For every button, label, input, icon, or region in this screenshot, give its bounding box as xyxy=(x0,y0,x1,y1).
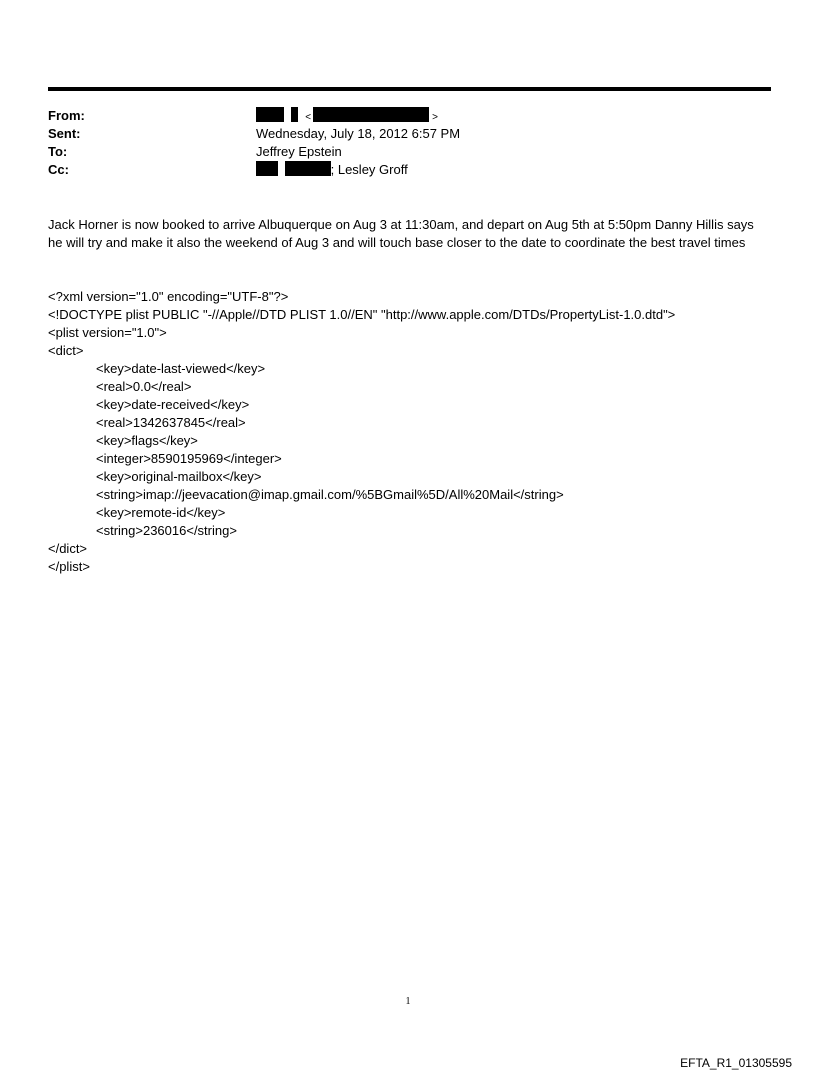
xml-line: </dict> xyxy=(48,541,88,556)
from-close-bracket: > xyxy=(432,112,438,123)
xml-line: <integer>8590195969</integer> xyxy=(96,451,282,466)
xml-line: <?xml version="1.0" encoding="UTF-8"?> xyxy=(48,289,289,304)
redaction-block xyxy=(313,107,429,122)
sent-label: Sent: xyxy=(48,126,81,141)
xml-line: <plist version="1.0"> xyxy=(48,325,167,340)
xml-line: <key>remote-id</key> xyxy=(96,505,226,520)
page-number: 1 xyxy=(405,996,411,1007)
xml-line: <key>original-mailbox</key> xyxy=(96,469,262,484)
cc-label: Cc: xyxy=(48,162,69,177)
xml-line: <string>imap://jeevacation@imap.gmail.com/%5BGmail%5D/All%20Mail</string> xyxy=(96,487,564,502)
xml-line: <real>0.0</real> xyxy=(96,379,192,394)
xml-line: </plist> xyxy=(48,559,90,574)
from-value xyxy=(256,107,438,127)
xml-line: <key>date-last-viewed</key> xyxy=(96,361,266,376)
cc-tail: ; Lesley Groff xyxy=(330,162,408,177)
xml-block xyxy=(48,288,788,576)
document-id: EFTA_R1_01305595 xyxy=(680,1056,792,1070)
xml-line: <real>1342637845</real> xyxy=(96,415,246,430)
redaction-block xyxy=(285,161,331,176)
sent-value: Wednesday, July 18, 2012 6:57 PM xyxy=(256,126,461,141)
redaction-block xyxy=(256,161,278,176)
from-label: From: xyxy=(48,108,85,123)
xml-line: <dict> xyxy=(48,343,84,358)
from-open-bracket: < xyxy=(305,112,312,123)
xml-line: <string>236016</string> xyxy=(96,523,237,538)
xml-line: <key>flags</key> xyxy=(96,433,198,448)
xml-line: <key>date-received</key> xyxy=(96,397,250,412)
to-label: To: xyxy=(48,144,68,159)
to-value: Jeffrey Epstein xyxy=(256,144,342,159)
redaction-block xyxy=(291,107,298,122)
cc-value xyxy=(256,161,408,179)
xml-line: <!DOCTYPE plist PUBLIC "-//Apple//DTD PLIST 1.0//EN" "http://www.apple.com/DTDs/PropertyList-1.0.dtd"> xyxy=(48,307,676,322)
redaction-block xyxy=(256,107,284,122)
header-rule xyxy=(48,87,771,91)
email-body: Jack Horner is now booked to arrive Albuquerque on Aug 3 at 11:30am, and depart on Aug 5th at 5:50pm Danny Hillis says he will try and make it also the weekend of Aug 3 and will touch base closer to the date to coordinate the best travel times xyxy=(48,217,754,250)
